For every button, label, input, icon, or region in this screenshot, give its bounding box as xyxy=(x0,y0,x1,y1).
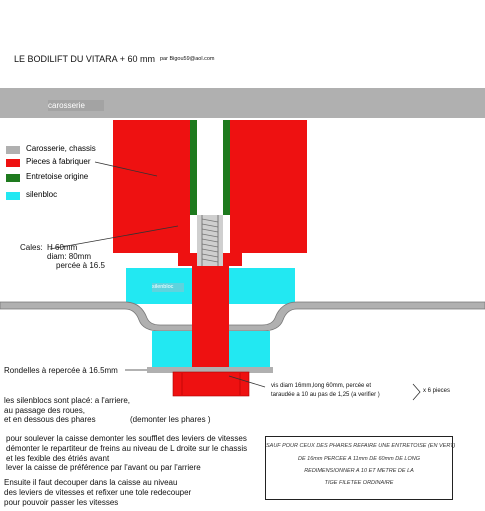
bolt-shaft xyxy=(192,266,229,374)
ensuite-line-1: Ensuite il faut decouper dans la caisse au niveau xyxy=(4,478,178,487)
red-block-right xyxy=(230,120,307,253)
chassis-plate xyxy=(0,302,485,331)
cales-height: H 60mm xyxy=(47,243,78,252)
cales-percee: percée à 16.5 xyxy=(56,261,105,270)
vis-line-1: vis diam 16mm,long 60mm, percée et xyxy=(271,383,372,389)
step-line-2: démonter le repartiteur de freins au niveau de L droite sur le chassis xyxy=(6,444,248,453)
silenblocs-note-3b: (demonter les phares ) xyxy=(130,415,211,424)
ensuite-line-3: pour pouvoir passer les vitesses xyxy=(4,498,119,507)
ensuite-line-2: des leviers de vitesses et refixer une tole redecouper xyxy=(4,488,192,497)
box-line-3: REDIMENSIONNER A 10 ET METRE DE LA xyxy=(304,468,414,474)
legend-label: Entretoise origine xyxy=(26,172,89,181)
red-block-left xyxy=(113,120,190,253)
nut xyxy=(173,372,249,396)
page-title: LE BODILIFT DU VITARA + 60 mm xyxy=(14,54,155,64)
brace-vis xyxy=(413,384,420,400)
green-spacer-left xyxy=(190,120,197,215)
box-line-1: SAUF POUR CEUX DES PHARES REFAIRE UNE ENTRETOISE (EN VERT) xyxy=(266,443,456,449)
step-line-4: lever la caisse de préférence par l'avant ou par l'arriere xyxy=(6,463,201,472)
cale-left xyxy=(178,253,197,266)
carosserie-label: carosserie xyxy=(48,100,104,111)
box-line-2: DE 16mm PERCEE A 11mm DE 60mm DE LONG xyxy=(297,456,421,462)
legend-swatch-green xyxy=(6,174,20,182)
box-line-4: TIGE FILETEE ORDINAIRE xyxy=(324,480,394,486)
legend-swatch-red xyxy=(6,159,20,167)
legend-label: Pieces à fabriquer xyxy=(26,157,91,166)
rondelles-note: Rondelles à repercée à 16.5mm xyxy=(4,366,118,375)
legend-swatch-grey xyxy=(6,146,20,154)
cales-title: Cales: xyxy=(20,243,43,252)
entretoise-note-box xyxy=(265,436,456,500)
step-line-3: et les fexible des étriés avant xyxy=(6,454,110,463)
silenblocs-note-2: au passage des roues, xyxy=(4,406,85,415)
vis-line-2: taraudée a 10 au pas de 1,25 (a verifier ) xyxy=(271,392,380,398)
legend-label: Carosserie, chassis xyxy=(26,144,96,153)
green-spacer-right xyxy=(223,120,230,215)
legend-swatch-cyan xyxy=(6,192,20,200)
silenbloc-label: silenbloc xyxy=(152,283,184,292)
legend-label: silenbloc xyxy=(26,190,58,199)
cale-right xyxy=(223,253,242,266)
silenblocs-note-3: et en dessous des phares xyxy=(4,415,96,424)
vis-count: x 6 pieces xyxy=(423,388,451,394)
step-line-1: pour soulever la caisse demonter les soufflet des leviers de vitesses xyxy=(6,434,247,443)
cales-diameter: diam: 80mm xyxy=(47,252,92,261)
silenblocs-note-1: les silenblocs sont placé: a l'arriere, xyxy=(4,396,131,405)
author-email: par Bigou59@aol.com xyxy=(160,56,215,62)
